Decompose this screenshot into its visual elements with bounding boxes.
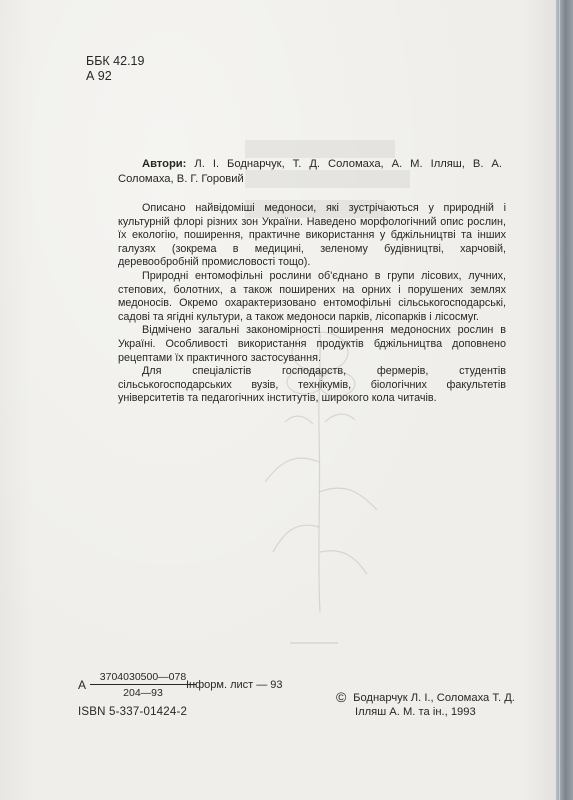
annotation: [118, 202, 506, 406]
annotation-paragraph: Описано найвідоміші медоноси, які зустрічаються у природній і культурній флорі різних зон України. Наведено морфологічний опис рослин, їх екологію, поширення, практичне використання у бджільництві та інших галузях (зокрема в медицині, зеленому будівництві, харчовій, деревообробній промисловості тощо).: [118, 202, 506, 269]
isbn: ISBN 5-337-01424-2: [78, 706, 188, 718]
authors-line: [118, 157, 502, 187]
copyright-symbol: ©: [336, 689, 347, 705]
annotation-paragraph: Для спеціалістів господарств, фермерів, студентів сільськогосподарських вузів, технікумів, біологічних факультетів університетів та педагогічних інститутів, широкого кола читачів.: [118, 365, 506, 405]
copyright-notice: [336, 690, 551, 719]
imprint-numerator: 3704030500—078: [99, 671, 187, 683]
annotation-paragraph: Природні ентомофільні рослини об'єднано в групи лісових, лучних, степових, болотних, а також поширених на орних і порушених землях медоносів. Окремо охарактеризовано ентомофільні сільськогосподарські, садові та ягідні культури, а також медоноси парків, лісопарків і лісосмуг.: [118, 269, 506, 323]
imprint-fraction: [90, 671, 196, 699]
copyright-line-2: Ілляш А. М. та ін., 1993: [355, 706, 476, 718]
authors-label: Автори:: [142, 158, 187, 170]
cover-edge: [556, 0, 573, 800]
bbk-classification: [86, 54, 144, 84]
authors-names: Л. І. Боднарчук, Т. Д. Соломаха, А. М. Ілляш, В. А. Соломаха, В. Г. Горовий: [118, 158, 502, 185]
show-through-publisher-mark: [290, 642, 338, 684]
imprint-denominator: 204—93: [123, 687, 163, 699]
show-through-band: [245, 140, 395, 158]
imprint-letter: А: [78, 678, 87, 692]
annotation-paragraph: Відмічено загальні закономірності поширення медоносних рослин в Україні. Особливості використання продуктів бджільництва доповнено рецептами їх практичного застосування.: [118, 324, 506, 364]
inform-list: Інформ. лист — 93: [186, 679, 283, 691]
fraction-bar: [90, 684, 196, 685]
bbk-code: ББК 42.19: [86, 54, 145, 68]
copyright-line-1: Боднарчук Л. І., Соломаха Т. Д.: [353, 692, 515, 704]
author-mark: А 92: [86, 69, 112, 83]
